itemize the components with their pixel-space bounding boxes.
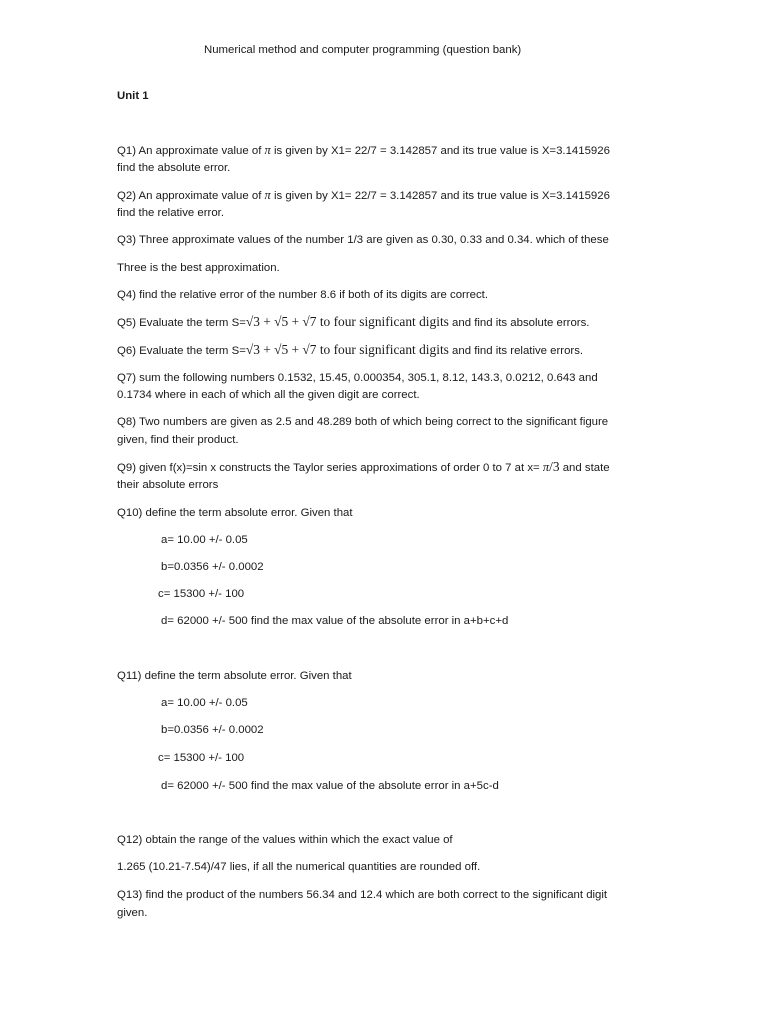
q8-line-2: given, find their product. — [117, 434, 239, 446]
q9-fraction: /3 — [549, 459, 560, 474]
q9-line-2: their absolute errors — [117, 479, 219, 491]
q1-text-2: is given by X1= 22/7 = 3.142857 and its true value is X=3.1415926 — [270, 145, 610, 157]
q1-line-1 — [117, 143, 610, 158]
q12-line-2: 1.265 (10.21-7.54)/47 lies, if all the numerical quantities are rounded off. — [117, 861, 481, 873]
q13-line-1: Q13) find the product of the numbers 56.34 and 12.4 which are both correct to the significant digit — [117, 889, 608, 901]
unit-heading: Unit 1 — [117, 90, 149, 102]
q3-line-1: Q3) Three approximate values of the number 1/3 are given as 0.30, 0.33 and 0.34. which of these — [117, 234, 609, 246]
q12-line-1: Q12) obtain the range of the values within which the exact value of — [117, 834, 453, 846]
q2-text: Q2) An approximate value of — [117, 190, 265, 202]
q9-line-1 — [117, 460, 610, 475]
q2-text-2: is given by X1= 22/7 = 3.142857 and its true value is X=3.1415926 — [270, 190, 610, 202]
q1-line-2: find the absolute error. — [117, 162, 231, 174]
q7-line-1: Q7) sum the following numbers 0.1532, 15.45, 0.000354, 305.1, 8.12, 143.3, 0.0212, 0.643 and — [117, 372, 598, 384]
q10-a: a= 10.00 +/- 0.05 — [161, 534, 248, 546]
q10-b: b=0.0356 +/- 0.0002 — [161, 561, 264, 573]
q8-line-1: Q8) Two numbers are given as 2.5 and 48.289 both of which being correct to the significant figure — [117, 416, 609, 428]
q11-a: a= 10.00 +/- 0.05 — [161, 697, 248, 709]
q6-text: Q6) Evaluate the term S= — [117, 345, 246, 357]
document-title: Numerical method and computer programming (question bank) — [204, 44, 522, 56]
q2-line-2: find the relative error. — [117, 207, 224, 219]
q10-c: c= 15300 +/- 100 — [158, 588, 245, 600]
q6-line — [117, 343, 583, 358]
q3-line-2: Three is the best approximation. — [117, 262, 280, 274]
q7-line-2: 0.1734 where in each of which all the given digit are correct. — [117, 389, 420, 401]
q10-d: d= 62000 +/- 500 find the max value of the absolute error in a+b+c+d — [161, 615, 509, 627]
q11-c: c= 15300 +/- 100 — [158, 752, 245, 764]
q10-intro: Q10) define the term absolute error. Given that — [117, 507, 353, 519]
q11-b: b=0.0356 +/- 0.0002 — [161, 724, 264, 736]
q11-intro: Q11) define the term absolute error. Given that — [117, 670, 352, 682]
q13-line-2: given. — [117, 907, 148, 919]
q5-text-2: and find its absolute errors. — [448, 317, 590, 329]
pi-symbol: π — [264, 143, 271, 157]
q5-text: Q5) Evaluate the term S= — [117, 317, 246, 329]
q5-line — [117, 315, 589, 330]
q9-text: Q9) given f(x)=sin x constructs the Taylor series approximations of order 0 to 7 at x= — [117, 462, 543, 474]
pi-symbol: π — [542, 460, 550, 474]
q11-d: d= 62000 +/- 500 find the max value of the absolute error in a+5c-d — [161, 780, 499, 792]
q6-text-2: and find its relative errors. — [448, 345, 584, 357]
q2-line-1 — [117, 188, 610, 203]
q9-text-2: and state — [559, 462, 610, 474]
pi-symbol: π — [264, 188, 271, 202]
sqrt-expression: √3 + √5 + √7 to four significant digits — [245, 314, 449, 329]
q4-line: Q4) find the relative error of the number 8.6 if both of its digits are correct. — [117, 289, 489, 301]
q1-text: Q1) An approximate value of — [117, 145, 265, 157]
sqrt-expression: √3 + √5 + √7 to four significant digits — [245, 342, 449, 357]
